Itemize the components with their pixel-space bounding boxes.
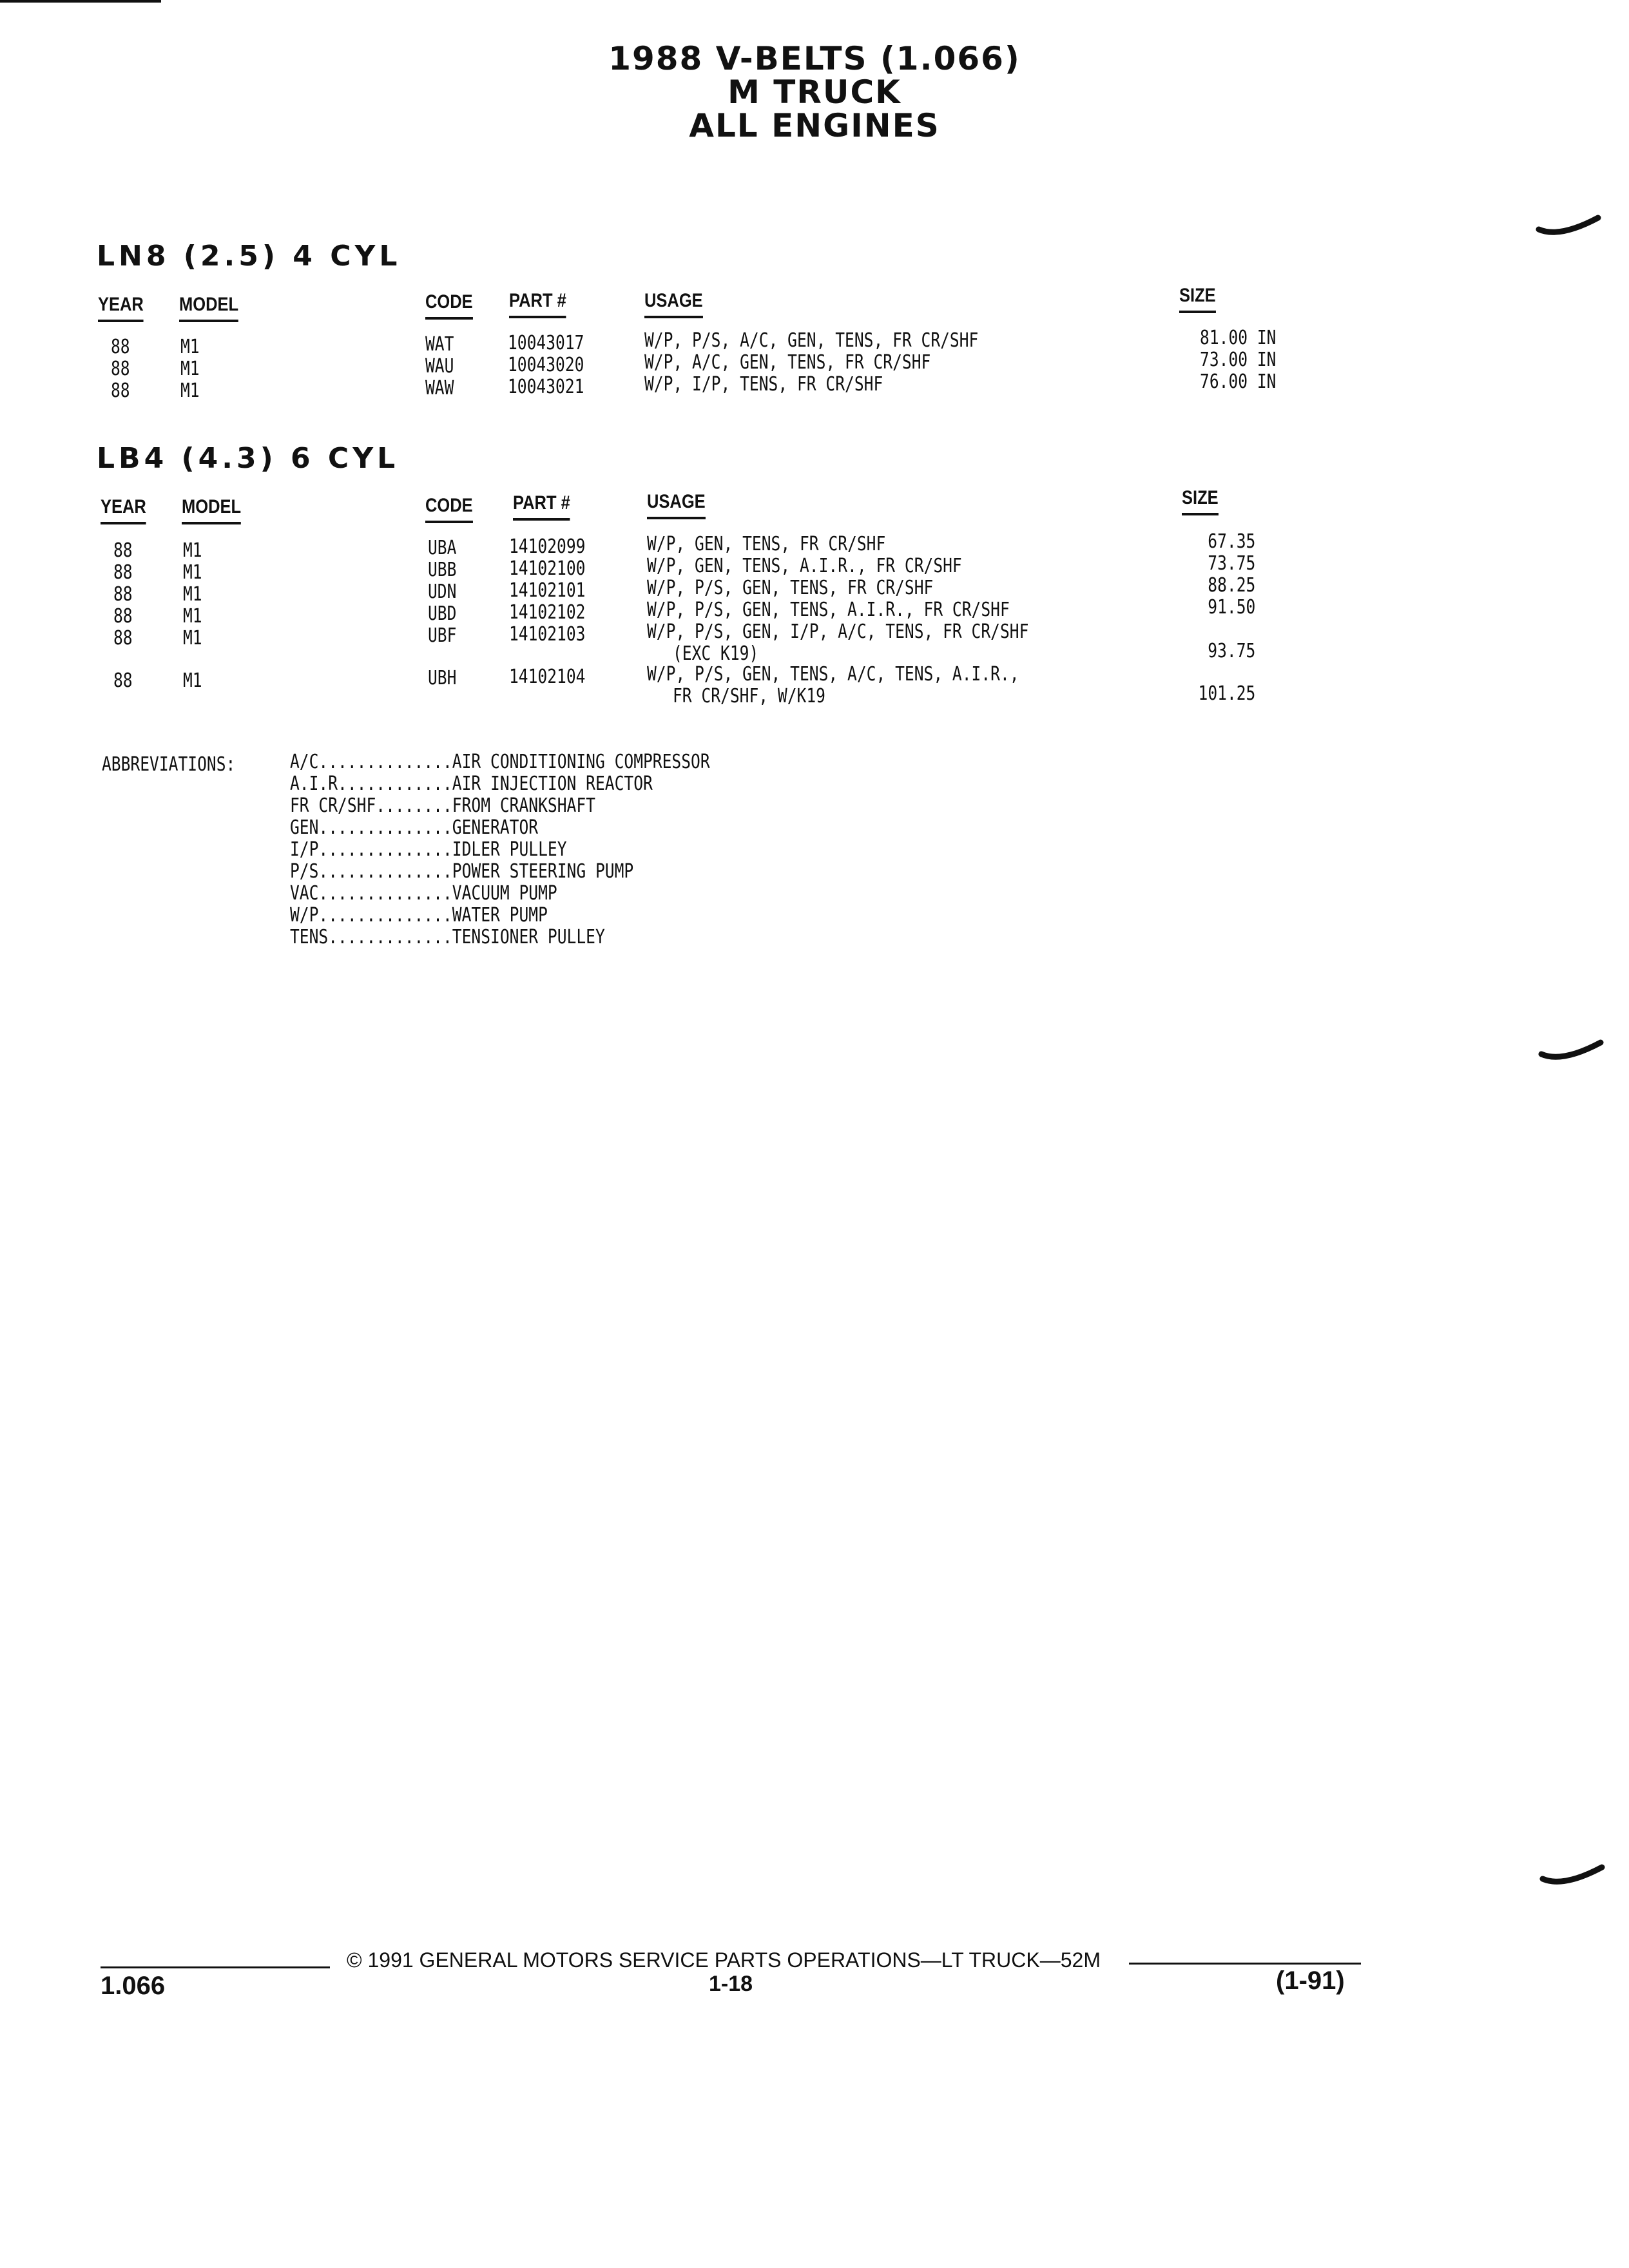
cell-size: 76.00 IN [1199,370,1276,393]
abbreviations-label: ABBREVIATIONS: [102,753,236,776]
col-header-part: PART # [509,290,566,318]
abbreviation-row [290,795,595,817]
cell-size: 88.25 [1207,574,1255,597]
col-header-code: CODE [425,495,473,523]
footer-rule-right [1129,1963,1361,1965]
cell-usage-continued: (EXC K19) [673,642,759,665]
cell-code: WAW [425,377,454,399]
page-subtitle-vehicle: M TRUCK [728,73,901,111]
abbreviation-meaning: FROM CRANKSHAFT [452,794,595,817]
abbreviation-term: TENS [290,926,329,948]
abbreviation-term: GEN [290,816,319,839]
cell-model: M1 [180,380,200,402]
abbreviation-row [290,751,710,773]
footer-page-number: 1-18 [709,1972,753,1996]
cell-part: 10043020 [508,354,584,376]
binder-hook-mark [1534,206,1605,245]
abbreviation-row [290,773,653,795]
cell-model: M1 [180,336,200,358]
cell-size: 91.50 [1207,596,1255,619]
footer-date-code: (1-91) [1276,1966,1345,1995]
col-header-size: SIZE [1179,285,1216,313]
abbreviation-term: P/S [290,860,319,883]
cell-usage: W/P, P/S, GEN, I/P, A/C, TENS, FR CR/SHF [647,620,1029,643]
section-title-lb4: LB4 (4.3) 6 CYL [97,442,400,475]
col-header-year: YEAR [98,294,144,322]
cell-model: M1 [183,561,202,584]
cell-year: 88 [111,336,130,358]
abbreviation-meaning: AIR INJECTION REACTOR [452,773,653,795]
cell-year: 88 [113,627,133,649]
col-header-year: YEAR [101,496,146,524]
col-header-part: PART # [513,492,570,521]
cell-model: M1 [183,627,202,649]
dot-leader: .............. [318,816,452,839]
cell-year: 88 [113,605,133,628]
section-title-ln8: LN8 (2.5) 4 CYL [97,240,401,273]
abbreviation-term: A.I.R. [290,773,347,795]
footer-rule-left [101,1966,330,1968]
cell-usage-continued: FR CR/SHF, W/K19 [673,685,825,707]
cell-usage: W/P, P/S, A/C, GEN, TENS, FR CR/SHF [644,329,979,352]
cell-part: 14102099 [509,535,586,558]
cell-part: 14102103 [509,623,586,646]
col-header-size: SIZE [1182,487,1219,515]
dot-leader: ............. [328,926,452,948]
cell-size: 73.75 [1207,552,1255,575]
dot-leader: .............. [318,751,452,773]
cell-part: 14102102 [509,601,586,624]
abbreviation-row [290,883,557,905]
cell-code: WAU [425,355,454,378]
cell-size: 101.25 [1198,682,1255,705]
cell-size: 81.00 IN [1199,327,1276,349]
page-subtitle-engines: ALL ENGINES [689,107,940,144]
cell-part: 10043021 [508,376,584,398]
cell-size: 93.75 [1207,640,1255,662]
page-title: 1988 V-BELTS (1.066) [608,40,1021,77]
cell-usage: W/P, P/S, GEN, TENS, A/C, TENS, A.I.R., [647,663,1019,686]
cell-usage: W/P, GEN, TENS, FR CR/SHF [647,533,886,555]
cell-code: UBB [428,559,457,581]
binder-hook-mark [1537,1856,1608,1894]
dot-leader: .............. [318,882,452,905]
cell-model: M1 [183,669,202,692]
col-header-usage: USAGE [644,290,703,318]
dot-leader: .............. [318,838,452,861]
cell-code: UBF [428,624,457,647]
cell-size: 67.35 [1207,530,1255,553]
abbreviation-row [290,839,567,861]
col-header-model: MODEL [182,496,241,524]
abbreviation-meaning: POWER STEERING PUMP [452,860,634,883]
abbreviation-meaning: VACUUM PUMP [452,882,557,905]
col-header-code: CODE [425,291,473,320]
abbreviation-term: I/P [290,838,319,861]
cell-usage: W/P, P/S, GEN, TENS, FR CR/SHF [647,577,934,599]
cell-code: UDN [428,581,457,603]
cell-year: 88 [113,561,133,584]
cell-usage: W/P, P/S, GEN, TENS, A.I.R., FR CR/SHF [647,599,1010,621]
dot-leader: .............. [318,904,452,927]
cell-code: UBH [428,667,457,689]
abbreviation-meaning: IDLER PULLEY [452,838,567,861]
cell-usage: W/P, I/P, TENS, FR CR/SHF [644,373,883,396]
cell-model: M1 [183,539,202,562]
cell-year: 88 [111,380,130,402]
cell-code: WAT [425,333,454,356]
cell-size: 73.00 IN [1199,349,1276,371]
abbreviation-meaning: WATER PUMP [452,904,548,927]
col-header-usage: USAGE [647,491,706,519]
abbreviation-row [290,905,548,927]
abbreviation-row [290,927,605,948]
dot-leader: .............. [318,860,452,883]
cell-usage: W/P, A/C, GEN, TENS, FR CR/SHF [644,351,931,374]
abbreviation-term: W/P [290,904,319,927]
footer-section-number: 1.066 [101,1972,166,2000]
abbreviation-term: A/C [290,751,319,773]
footer-copyright: © 1991 GENERAL MOTORS SERVICE PARTS OPERATIONS—LT TRUCK—52M [347,1948,1101,1972]
top-rule [0,0,161,3]
cell-year: 88 [111,358,130,380]
cell-model: M1 [180,358,200,380]
cell-model: M1 [183,605,202,628]
cell-model: M1 [183,583,202,606]
abbreviation-meaning: GENERATOR [452,816,539,839]
cell-year: 88 [113,539,133,562]
cell-year: 88 [113,583,133,606]
cell-usage: W/P, GEN, TENS, A.I.R., FR CR/SHF [647,555,962,577]
abbreviation-term: FR CR/SHF [290,794,376,817]
cell-part: 14102100 [509,557,586,580]
abbreviation-meaning: AIR CONDITIONING COMPRESSOR [452,751,710,773]
dot-leader: ........ [376,794,452,817]
cell-part: 14102101 [509,579,586,602]
cell-code: UBA [428,537,457,559]
dot-leader: ........... [347,773,452,795]
binder-hook-mark [1536,1031,1607,1070]
col-header-model: MODEL [179,294,238,322]
cell-code: UBD [428,602,457,625]
cell-part: 14102104 [509,666,586,688]
cell-year: 88 [113,669,133,692]
abbreviation-row [290,817,538,839]
cell-part: 10043017 [508,332,584,354]
abbreviation-term: VAC [290,882,319,905]
abbreviation-meaning: TENSIONER PULLEY [452,926,605,948]
abbreviation-row [290,861,633,883]
